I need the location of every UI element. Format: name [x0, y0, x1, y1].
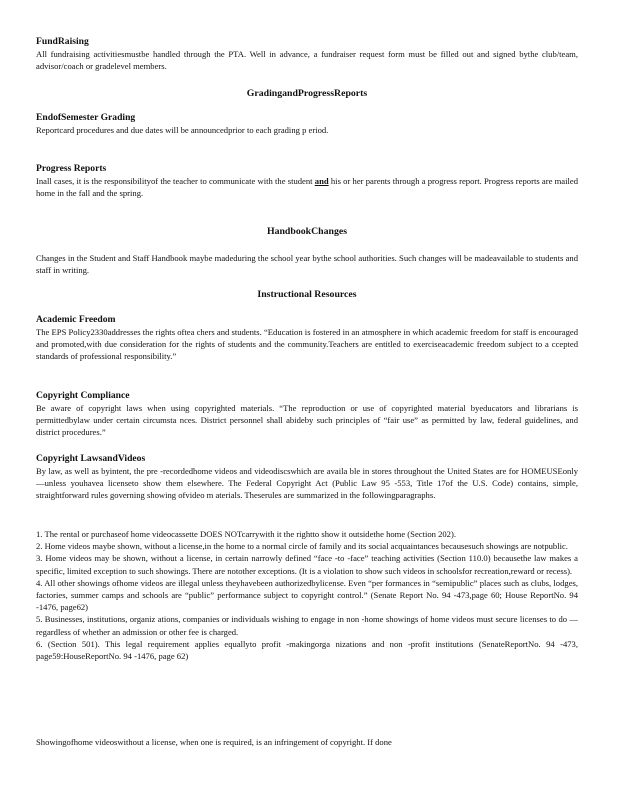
- rules-list: [36, 528, 578, 662]
- closing-paragraph: Showingofhome videoswithout a license, when one is required, is an infringement of copyright. If done: [36, 737, 392, 747]
- progress-reports-text-1: Inall cases, it is the responsibilityof the teacher to communicate with the student: [36, 176, 315, 186]
- list-item: 5. Businesses, institutions, organiz ations, companies or individuals wishing to engage in non -home showings of home videos must secure licenses to do —regardless of whether an admission or other fee is charged.: [36, 614, 578, 637]
- copyright-videos-paragraph: By law, as well as byintent, the pre -recordedhome videos and videodiscswhich are availa ble in stores throughout the United States are for HOMEUSEonly —unless youhavea licenseto show them elsewhere. The Federal Copyright Act (Public Law 95 -553, Title 17of the U.S. Code) contains, simple, straightforward rules governing showing ofvideo m aterials. Theserules are summarized in the followingparagraphs.: [36, 466, 578, 501]
- copyright-compliance-paragraph: Be aware of copyright laws when using copyrighted materials. “The reproduction or use of copyrighted material byeducators and librarians is permittedbylaw under certain circumsta nces. District personnel shall abideby such principles of “fair use” as permitted by law, federal guidelines, and district procedures.”: [36, 403, 578, 438]
- fundraising-paragraph: All fundraising activitiesmustbe handled through the PTA. Well in advance, a fundraiser request form must be filled out and signed bythe club/team, advisor/coach or gradelevel members.: [36, 49, 578, 72]
- list-item: 4. All other showings ofhome videos are illegal unless theyhavebeen authorizedbylicense. Even “per formances in “semipublic” places such as clubs, lodges, factories, summer camps and schools are “public” performance subject to copyright control.” (Senate Report No. 94 -473,page 60; House ReportNo. 94 -1476, page62): [36, 577, 578, 613]
- list-item: 3. Home videos may be shown, without a license, in certain narrowly defined “face -to -face” teaching activities (Section 110.0) becausethe law makes a specific, limited exception to such showings. There are notother exceptions. (It is a violation to show such videos in schoolsfor recreation,reward or recess).: [36, 553, 578, 576]
- fundraising-section: [36, 36, 578, 72]
- academic-freedom-heading: Academic Freedom: [36, 314, 116, 325]
- end-of-semester-paragraph: Reportcard procedures and due dates will be announcedprior to each grading p eriod.: [36, 125, 329, 135]
- instructional-resources-title: Instructional Resources: [257, 289, 357, 300]
- fundraising-heading: FundRaising: [36, 36, 89, 47]
- end-of-semester-section: [36, 112, 578, 136]
- end-of-semester-heading: EndofSemester Grading: [36, 112, 136, 123]
- list-item: 2. Home videos maybe shown, without a license,in the home to a normal circle of family and its social acquaintances becausesuch showings are notpublic.: [36, 541, 568, 552]
- copyright-videos-section: [36, 453, 578, 502]
- progress-reports-section: [36, 163, 578, 199]
- academic-freedom-section: [36, 314, 578, 363]
- copyright-compliance-heading: Copyright Compliance: [36, 390, 130, 401]
- handbook-changes-title: HandbookChanges: [266, 226, 348, 237]
- copyright-compliance-section: [36, 390, 578, 439]
- closing-section: [36, 736, 578, 748]
- handbook-changes-paragraph: Changes in the Student and Staff Handbook maybe madeduring the school year bythe school authorities. Such changes will be madeavailable to students and staff in writing.: [36, 253, 578, 276]
- progress-reports-emphasis: and: [314, 176, 329, 186]
- list-item: 6. (Section 501). This legal requirement applies equallyto profit -makingorga nizations and non -profit institutions (SenateReportNo. 94 -473, page59:HouseReportNo. 94 -1476, page 62): [36, 638, 578, 662]
- handbook-changes-section: [36, 252, 578, 276]
- grading-section-title: GradingandProgressReports: [246, 88, 368, 99]
- progress-reports-heading: Progress Reports: [36, 163, 107, 174]
- list-item: 1. The rental or purchaseof home videocassette DOES NOTcarrywith it the rightto show it outsidethe home (Section 202).: [36, 529, 456, 539]
- progress-reports-text-2: his or her parents through a progress report. Progress reports are mailed home in the fall and the spring.: [36, 176, 579, 199]
- copyright-videos-heading: Copyright LawsandVideos: [36, 453, 146, 464]
- academic-freedom-paragraph: The EPS Policy2330addresses the rights oftea chers and students. “Education is fostered in an atmosphere in which academic freedom for staff is encouraged and promoted,with due consideration for the rights of students and the community.Teachers are entitled to exerciseacademic freedom subject to a ccepted standards of professional responsibility.”: [36, 327, 578, 362]
- progress-reports-paragraph: [36, 175, 578, 199]
